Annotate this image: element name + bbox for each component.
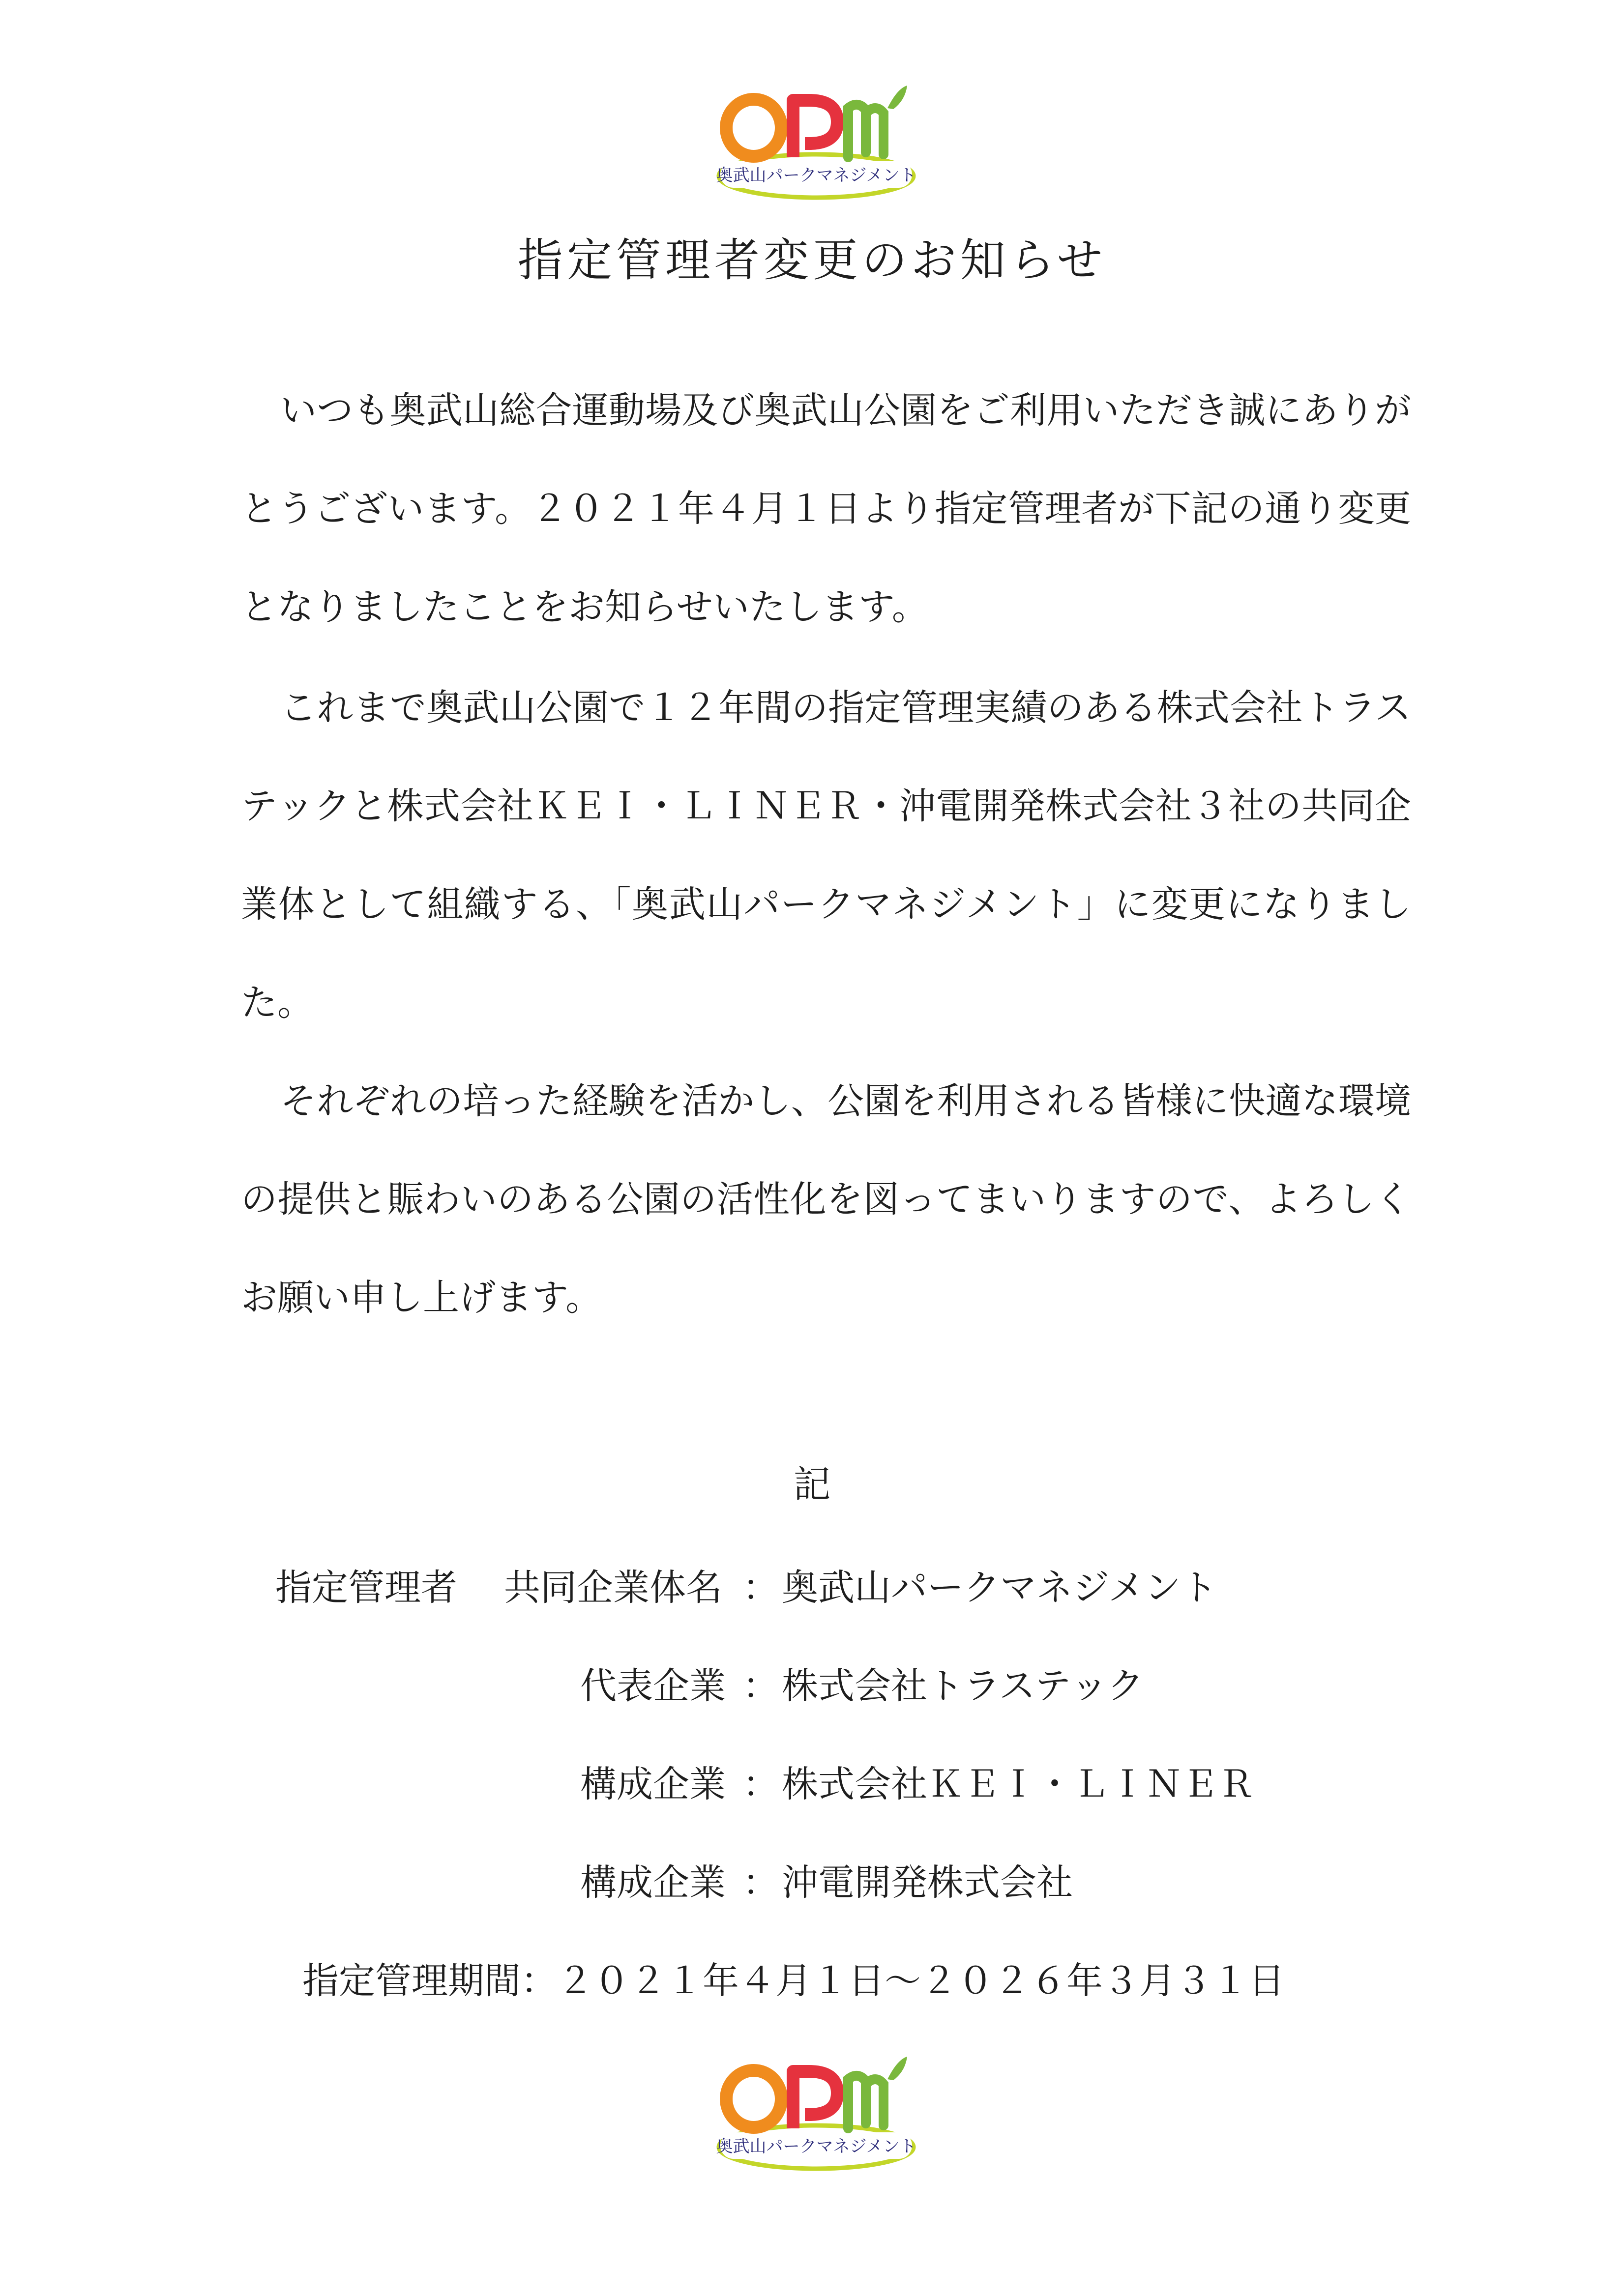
logo-caption: 奥武山パークマネジメント bbox=[716, 2137, 916, 2156]
member1-value: 株式会社ＫＥＩ・ＬＩＮＥＲ bbox=[782, 1763, 1255, 1805]
jv-name-value: 奥武山パークマネジメント bbox=[782, 1567, 1217, 1609]
logo-letter-o bbox=[726, 2070, 781, 2127]
manager-label: 指定管理者 bbox=[275, 1567, 457, 1609]
representative-value: 株式会社トラステック bbox=[782, 1665, 1144, 1707]
opm-logo-graphic bbox=[710, 79, 922, 206]
period-value: ２０２１年４月１日～２０２６年３月３１日 bbox=[557, 1960, 1285, 2002]
opm-logo-top bbox=[710, 79, 922, 206]
paragraph-text: いつも奥武山総合運動場及び奥武山公園をご利用いただき誠にありがとうございます。２０２１年４月１日より指定管理者が下記の通り変更となりましたことをお知らせいたします。 bbox=[241, 389, 1411, 628]
member2-value: 沖電開発株式会社 bbox=[782, 1861, 1073, 1904]
paragraph-text: これまで奥武山公園で１２年間の指定管理実績のある株式会社トラステックと株式会社ＫＥＩ・ＬＩＮＥＲ・沖電開発株式会社３社の共同企業体として組織する、「奥武山パークマネジメント」に変更になりました。 bbox=[241, 687, 1411, 1024]
colon: ： bbox=[742, 1861, 779, 1904]
colon: ： bbox=[742, 1665, 779, 1707]
jv-name-label: 共同企業体名 bbox=[504, 1567, 722, 1609]
logo-letter-o bbox=[726, 99, 781, 156]
paragraph-organization bbox=[241, 659, 1411, 1052]
logo-caption: 奥武山パークマネジメント bbox=[716, 166, 916, 185]
period-label: 指定管理期間： bbox=[302, 1960, 557, 2002]
opm-logo-graphic bbox=[710, 2050, 922, 2178]
member-label: 構成企業 bbox=[580, 1763, 726, 1805]
logo-letter-p bbox=[793, 100, 837, 157]
opm-logo-bottom bbox=[710, 2050, 922, 2178]
paragraph-text: それぞれの培った経験を活かし、公園を利用される皆様に快適な環境の提供と賑わいのある公園の活性化を図ってまいりますので、よろしくお願い申し上げます。 bbox=[241, 1080, 1411, 1319]
colon: ： bbox=[742, 1763, 779, 1805]
logo-letter-m bbox=[848, 2076, 884, 2128]
period-line bbox=[302, 1947, 1285, 2015]
logo-letter-m bbox=[848, 105, 884, 157]
colon: ： bbox=[742, 1567, 779, 1609]
member-label: 構成企業 bbox=[580, 1861, 726, 1904]
representative-label: 代表企業 bbox=[580, 1665, 726, 1707]
page-title: 指定管理者変更のお知らせ bbox=[517, 234, 1107, 287]
logo-leaf bbox=[887, 2057, 907, 2080]
logo-letter-p bbox=[793, 2071, 837, 2128]
record-heading: 記 bbox=[793, 1462, 831, 1506]
paragraph-closing bbox=[241, 1052, 1411, 1347]
logo-leaf bbox=[887, 86, 907, 109]
paragraph-greeting bbox=[241, 361, 1411, 656]
